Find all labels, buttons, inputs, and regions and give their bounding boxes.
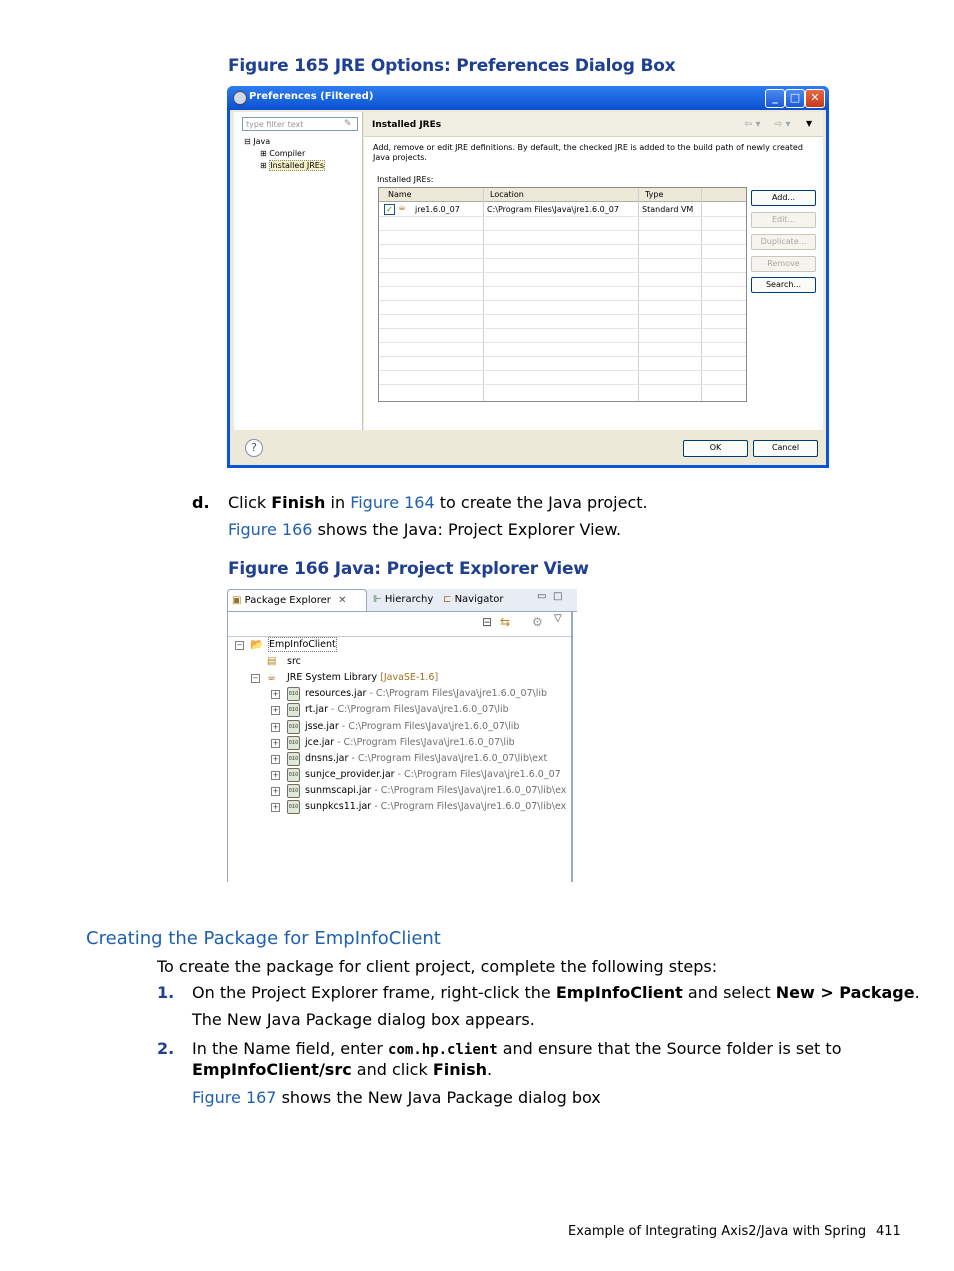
installed-jres-label: Installed JREs: (377, 175, 434, 184)
step-d-text (228, 493, 648, 513)
ok-button[interactable]: OK (683, 440, 748, 457)
step-1-note: The New Java Package dialog box appears. (192, 1010, 535, 1029)
jar-path: - C:\Program Files\Java\jre1.6.0_07\lib\ex (371, 785, 567, 796)
expand-icon[interactable]: + (272, 771, 279, 779)
search-button[interactable]: Search... (751, 277, 816, 293)
jar-icon: 010 (287, 800, 300, 814)
empinfoclient-term: EmpInfoClient (555, 983, 683, 1002)
jar-path: - C:\Program Files\Java\jre1.6.0_07\lib (328, 704, 509, 715)
list-item[interactable] (271, 751, 571, 767)
jar-path: - C:\Program Files\Java\jre1.6.0_07 (394, 769, 561, 780)
list-item[interactable] (271, 702, 571, 718)
tree-item-label: Java (253, 137, 271, 146)
page-description: Add, remove or edit JRE definitions. By default, the checked JRE is added to the build path of newly created Java projects. (373, 143, 803, 162)
text-run: and select (682, 983, 776, 1002)
maximize-view-icon[interactable]: □ (553, 591, 563, 602)
row-divider (379, 314, 746, 315)
jar-path: - C:\Program Files\Java\jre1.6.0_07\lib\ext (348, 753, 548, 764)
tree-item-compiler[interactable]: ⊞ Compiler (260, 149, 306, 158)
jar-label (305, 751, 547, 767)
finish-term: Finish (432, 1060, 488, 1079)
view-border (571, 589, 573, 882)
jar-label (305, 702, 509, 718)
text-run: shows the New Java Package dialog box (276, 1088, 601, 1107)
dialog-title: Preferences (Filtered) (249, 91, 374, 102)
figure-166-link[interactable]: Figure 166 (228, 520, 313, 539)
row-divider (379, 342, 746, 343)
jar-path: - C:\Program Files\Java\jre1.6.0_07\lib (338, 721, 520, 732)
jar-icon: 010 (287, 736, 300, 750)
help-icon[interactable]: ? (245, 439, 263, 457)
tree-item-java[interactable]: ⊟ Java (244, 137, 271, 146)
expand-icon[interactable]: + (272, 690, 279, 698)
column-header-location[interactable]: Location (490, 190, 524, 199)
filter-icon[interactable]: ⚙ (532, 615, 543, 629)
library-label (287, 670, 438, 686)
text-run: and click (351, 1060, 433, 1079)
library-name: JRE System Library (287, 672, 378, 683)
tab-hierarchy[interactable] (369, 589, 437, 610)
list-item[interactable] (271, 686, 571, 702)
tree-item-label: Installed JREs (270, 161, 325, 170)
figure-166-ref-text (228, 520, 621, 540)
remove-button[interactable]: Remove (751, 256, 816, 272)
row-divider (379, 244, 746, 245)
expand-icon[interactable]: + (272, 755, 279, 763)
library-icon: ☕ (267, 672, 276, 683)
column-header-type[interactable]: Type (645, 190, 664, 199)
tree-item-installed-jres[interactable]: ⊞ Installed JREs (260, 161, 325, 170)
finish-term: Finish (271, 493, 326, 512)
src-label: src (287, 656, 301, 667)
tab-label: Package Explorer (244, 595, 331, 606)
hierarchy-icon: ⊩ (373, 594, 382, 605)
jar-path: - C:\Program Files\Java\jre1.6.0_07\lib (366, 688, 548, 699)
step-marker: d. (192, 493, 210, 512)
view-toolbar (228, 612, 571, 637)
text-run: . (487, 1060, 493, 1079)
text-run: and ensure that the Source folder is set to (497, 1039, 842, 1058)
row-divider (379, 216, 746, 217)
new-package-term: New > Package (775, 983, 915, 1002)
row-divider (379, 356, 746, 357)
jar-label (305, 767, 561, 783)
jar-icon: 010 (287, 768, 300, 782)
clear-filter-icon[interactable]: ✎ (344, 119, 352, 129)
text-run: On the Project Explorer frame, right-click the (192, 983, 556, 1002)
text-run: Click (228, 493, 272, 512)
jre-location: C:\Program Files\Java\jre1.6.0_07 (487, 205, 619, 214)
expand-icon[interactable]: + (272, 803, 279, 811)
row-divider (379, 272, 746, 273)
filter-input[interactable]: type filter text (242, 117, 358, 131)
text-run: . (914, 983, 920, 1002)
source-folder-icon: ▤ (267, 656, 277, 667)
source-folder-term: EmpInfoClient/src (192, 1060, 352, 1079)
jar-label (305, 799, 566, 815)
row-divider (379, 258, 746, 259)
project-label: EmpInfoClient (269, 639, 336, 650)
jar-name: resources.jar (305, 688, 367, 699)
view-menu-icon[interactable]: ▼ (806, 119, 813, 128)
collapse-icon[interactable]: − (252, 674, 259, 682)
list-item[interactable] (271, 719, 571, 735)
footer-text: Example of Integrating Axis2/Java with Spring (568, 1224, 867, 1239)
tab-navigator[interactable] (439, 589, 508, 610)
expand-icon[interactable]: + (272, 787, 279, 795)
jar-name: jsse.jar (305, 721, 339, 732)
figure-164-link[interactable]: Figure 164 (350, 493, 435, 512)
library-tag: [JavaSE-1.6] (380, 672, 439, 683)
eclipse-icon (233, 91, 247, 105)
collapse-icon[interactable]: − (236, 641, 243, 649)
expand-icon[interactable]: + (272, 723, 279, 731)
preferences-dialog (227, 86, 829, 468)
figure-165-caption: Figure 165 JRE Options: Preferences Dialog Box (228, 56, 676, 76)
section-intro: To create the package for client project, complete the following steps: (157, 957, 718, 976)
link-with-editor-icon[interactable]: ⇆ (500, 615, 511, 629)
close-tab-icon[interactable]: ✕ (338, 595, 347, 606)
close-icon[interactable]: ✕ (805, 89, 825, 108)
cancel-button[interactable]: Cancel (753, 440, 818, 457)
section-heading: Creating the Package for EmpInfoClient (86, 928, 441, 949)
column-header-name[interactable]: Name (388, 190, 412, 199)
page-title: Installed JREs (372, 120, 442, 130)
edit-button[interactable]: Edit... (751, 212, 816, 228)
installed-jres-page (364, 112, 823, 430)
jar-icon: 010 (287, 703, 300, 717)
forward-arrow-icon[interactable]: ⇨ ▾ (774, 119, 791, 130)
step-2-text (192, 1039, 841, 1060)
text-run: to create the Java project. (434, 493, 648, 512)
page-number: 411 (876, 1224, 901, 1239)
maximize-icon[interactable]: □ (785, 89, 805, 108)
text-run: in (325, 493, 351, 512)
jar-label (305, 686, 547, 702)
minimize-icon[interactable]: _ (765, 89, 785, 108)
jar-label (305, 783, 566, 799)
text-run: In the Name field, enter (192, 1039, 389, 1058)
row-divider (379, 370, 746, 371)
jar-name: jce.jar (305, 737, 335, 748)
back-arrow-icon[interactable]: ⇦ ▾ (744, 119, 761, 130)
figure-167-link[interactable]: Figure 167 (192, 1088, 277, 1107)
tab-package-explorer[interactable] (227, 589, 367, 611)
list-item[interactable] (271, 783, 571, 799)
jar-label (305, 735, 515, 751)
package-explorer-icon: ▣ (232, 595, 242, 606)
tab-label: Navigator (454, 594, 504, 605)
checkbox[interactable]: ✓ (384, 204, 395, 215)
jar-name: sunmscapi.jar (305, 785, 372, 796)
project-icon: 📂 (250, 638, 264, 651)
jar-name: sunjce_provider.jar (305, 769, 395, 780)
table-header (379, 188, 746, 202)
navigator-icon: ⊏ (443, 594, 452, 605)
row-divider (379, 300, 746, 301)
expand-icon[interactable]: + (272, 739, 279, 747)
jar-label (305, 719, 519, 735)
jar-name: rt.jar (305, 704, 329, 715)
jre-icon: ☕ (398, 203, 407, 213)
expand-icon[interactable]: + (272, 706, 279, 714)
table-row[interactable] (379, 202, 746, 216)
jre-type: Standard VM (642, 205, 694, 214)
jre-table[interactable] (378, 187, 747, 402)
view-tab-bar (227, 589, 577, 612)
collapse-all-icon[interactable]: ⊟ (482, 615, 493, 629)
jar-list (271, 686, 571, 821)
jar-icon: 010 (287, 720, 300, 734)
jar-icon: 010 (287, 687, 300, 701)
jar-path: - C:\Program Files\Java\jre1.6.0_07\lib (334, 737, 515, 748)
figure-167-ref-text (192, 1088, 601, 1108)
row-divider (379, 328, 746, 329)
step-number: 2. (157, 1039, 175, 1058)
jar-path: - C:\Program Files\Java\jre1.6.0_07\lib\ex (371, 801, 567, 812)
dialog-titlebar (227, 86, 829, 110)
dialog-client (230, 110, 826, 465)
tree-item-label: Compiler (269, 149, 306, 158)
figure-166-caption: Figure 166 Java: Project Explorer View (228, 559, 589, 579)
list-item[interactable] (271, 767, 571, 783)
list-item[interactable] (271, 799, 571, 815)
preferences-tree-pane (234, 112, 363, 430)
jre-name: jre1.6.0_07 (415, 205, 460, 214)
row-divider (379, 286, 746, 287)
jar-icon: 010 (287, 752, 300, 766)
list-item[interactable] (271, 735, 571, 751)
add-button[interactable]: Add... (751, 190, 816, 206)
step-1-text (192, 983, 920, 1003)
package-name-code: com.hp.client (388, 1042, 498, 1058)
view-menu-icon[interactable]: ▽ (554, 613, 562, 624)
jar-name: dnsns.jar (305, 753, 349, 764)
minimize-view-icon[interactable]: ▭ (537, 591, 547, 602)
row-divider (379, 384, 746, 385)
jar-icon: 010 (287, 784, 300, 798)
step-2-text-cont (192, 1060, 492, 1080)
duplicate-button[interactable]: Duplicate... (751, 234, 816, 250)
row-divider (379, 230, 746, 231)
tab-label: Hierarchy (384, 594, 434, 605)
jar-name: sunpkcs11.jar (305, 801, 372, 812)
step-number: 1. (157, 983, 175, 1002)
package-explorer-view (227, 589, 577, 882)
text-run: shows the Java: Project Explorer View. (312, 520, 622, 539)
